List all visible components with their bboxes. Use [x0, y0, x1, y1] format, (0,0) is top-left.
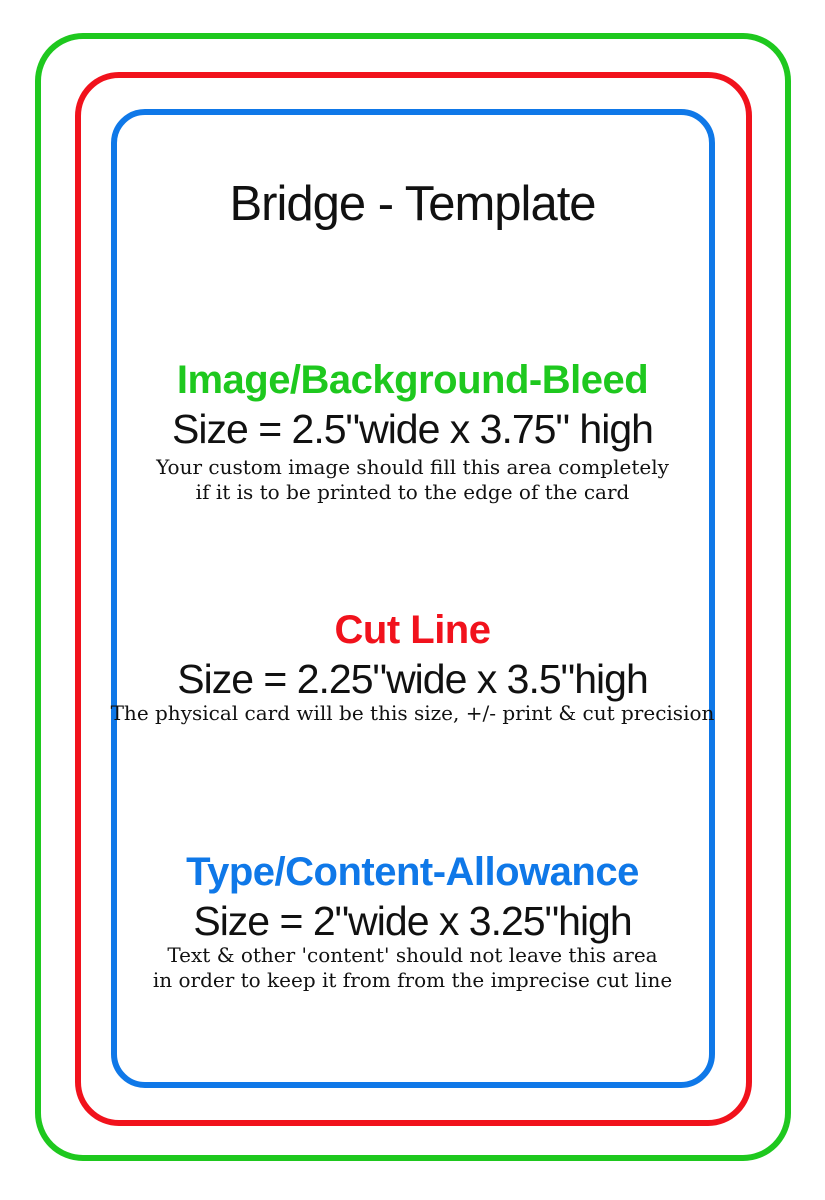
- content-section-description: [0, 943, 825, 993]
- cut-line-section-description: [0, 701, 825, 726]
- bleed-description-line1: Your custom image should fill this area completely: [156, 455, 669, 479]
- cut-line-section-heading: Cut Line: [334, 608, 491, 652]
- content-description-line2: in order to keep it from from the imprecise cut line: [152, 968, 673, 992]
- bleed-section-description: [0, 455, 825, 505]
- page-title: Bridge - Template: [229, 177, 596, 231]
- bleed-section-size: Size = 2.5"wide x 3.75" high: [172, 406, 653, 452]
- content-description-line1: Text & other 'content' should not leave this area: [167, 943, 658, 967]
- content-section-size: Size = 2"wide x 3.25"high: [193, 898, 632, 944]
- content-section-heading: Type/Content-Allowance: [186, 850, 639, 894]
- bleed-section-heading: Image/Background-Bleed: [176, 358, 649, 402]
- bleed-description-line2: if it is to be printed to the edge of the card: [195, 480, 630, 504]
- cut-line-section-size: Size = 2.25"wide x 3.5"high: [177, 656, 648, 702]
- cut-line-description-line1: The physical card will be this size, +/- print & cut precision: [110, 701, 715, 725]
